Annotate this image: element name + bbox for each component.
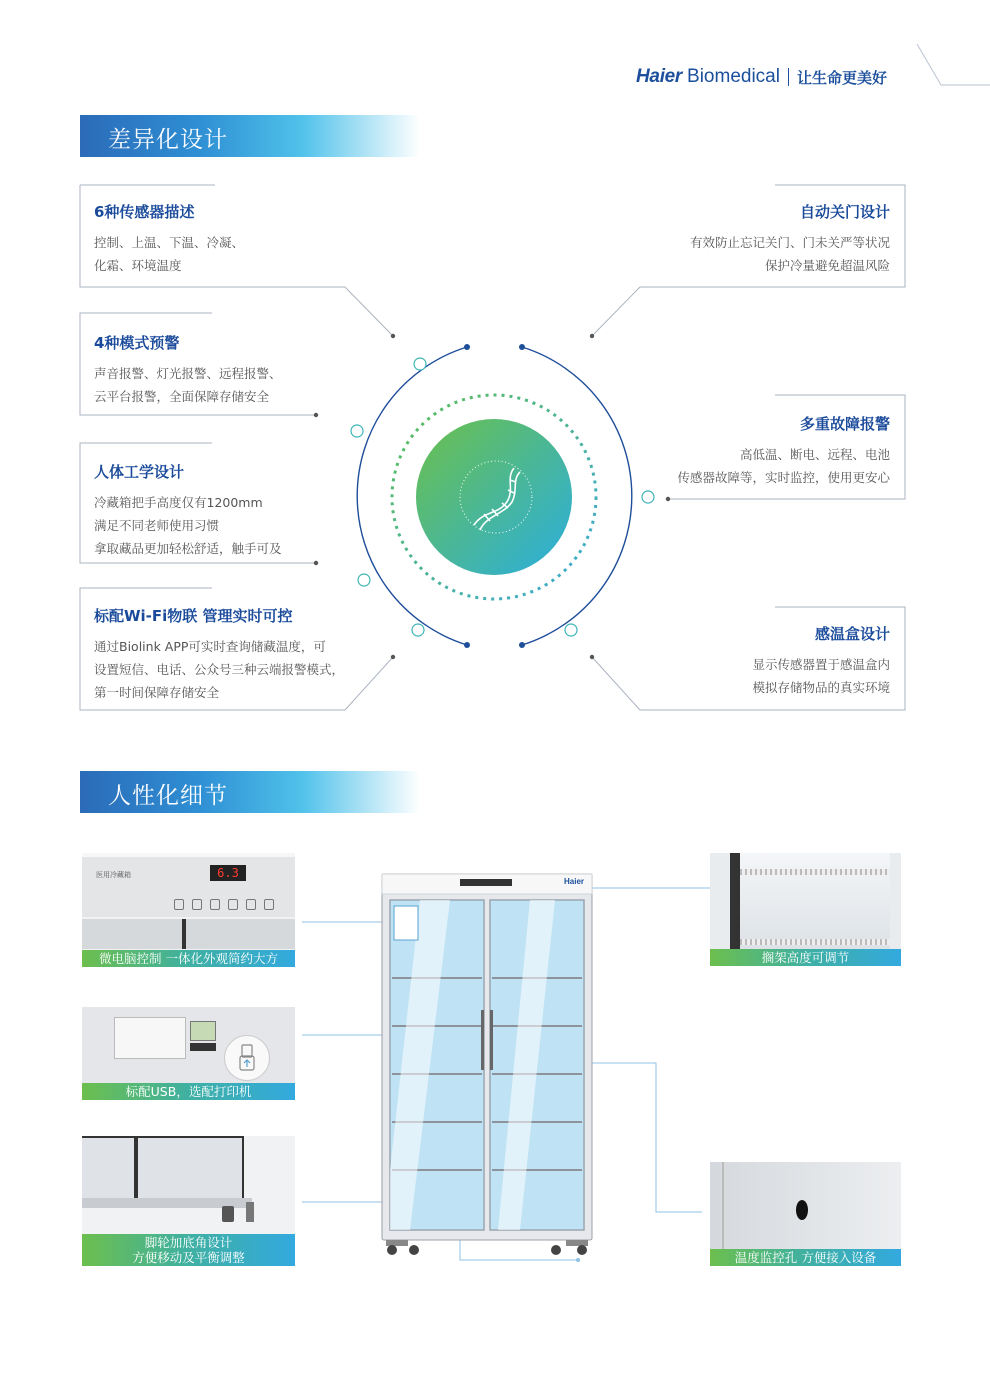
feature-line: 显示传感器置于感温盒内	[752, 657, 890, 672]
detail-caption: 温度监控孔 方便接入设备	[710, 1249, 901, 1266]
control-button[interactable]	[246, 899, 256, 910]
fridge-logo: Haier	[564, 877, 585, 886]
caption-line: 方便移动及平衡调整	[132, 1250, 245, 1265]
feature-description	[94, 491, 282, 560]
shelf-rack	[740, 939, 890, 945]
refrigerator-illustration	[380, 870, 595, 1260]
printer-icon	[114, 1017, 186, 1059]
control-button[interactable]	[210, 899, 220, 910]
feature-sensor-box	[752, 623, 890, 699]
feature-fault-alarm	[677, 413, 890, 489]
brand-logo-biomedical: Biomedical	[687, 66, 780, 87]
feature-auto-close	[690, 201, 890, 277]
feature-description	[94, 635, 344, 704]
feature-ergonomics	[94, 461, 282, 560]
detail-caption	[82, 1234, 295, 1266]
door-glass	[82, 1136, 244, 1202]
feature-title: 4种模式预警	[94, 334, 180, 352]
feature-title: 自动关门设计	[799, 203, 890, 221]
feature-line: 第一时间保障存储安全	[94, 685, 220, 700]
panel-device-label: 医用冷藏箱	[96, 871, 131, 879]
feature-wifi	[94, 605, 344, 704]
detail-panel-shelves	[710, 853, 901, 966]
brand-logo-haier: Haier	[636, 66, 683, 87]
usb-icon-badge	[224, 1035, 270, 1081]
detail-caption: 搁架高度可调节	[710, 949, 901, 966]
feature-title: 人体工学设计	[94, 463, 185, 481]
caster-wheel-icon	[222, 1206, 234, 1222]
detail-panel-casters	[82, 1136, 295, 1266]
door-gap	[134, 1136, 138, 1198]
feature-line: 云平台报警，全面保障存储安全	[94, 389, 270, 404]
door-gap	[182, 919, 186, 949]
shelf-rack	[740, 869, 890, 875]
feature-line: 满足不同老师使用习惯	[94, 518, 220, 533]
detail-panel-monitor-hole	[710, 1162, 901, 1266]
glass-interior	[740, 853, 890, 949]
feature-line: 模拟存储物品的真实环境	[752, 680, 890, 695]
feature-description	[94, 362, 282, 408]
feature-line: 保护冷量避免超温风险	[764, 258, 890, 273]
feature-line: 化霜、环境温度	[94, 258, 182, 273]
feature-title: 标配Wi-Fi物联 管理实时可控	[94, 607, 293, 625]
feature-description	[94, 231, 244, 277]
feature-description	[690, 231, 890, 277]
door-edge	[82, 919, 295, 949]
panel-edge	[722, 1162, 724, 1250]
feature-line: 声音报警、灯光报警、远程报警、	[94, 366, 282, 381]
feature-line: 冷藏箱把手高度仅有1200mm	[94, 495, 263, 510]
feature-title: 6种传感器描述	[94, 203, 195, 221]
detail-caption: 标配USB，选配打印机	[82, 1083, 295, 1100]
feature-alarm-modes	[94, 332, 282, 408]
feature-line: 高低温、断电、远程、电池	[739, 447, 890, 462]
feature-title: 感温盒设计	[814, 625, 890, 643]
control-button[interactable]	[264, 899, 274, 910]
section-banner-details	[80, 771, 420, 813]
caption-line: 脚轮加底角设计	[144, 1235, 233, 1250]
feature-description	[677, 443, 890, 489]
temperature-display: 6.3	[210, 865, 246, 881]
keypad	[190, 1043, 216, 1051]
detail-panel-usb	[82, 1007, 295, 1100]
feature-line: 有效防止忘记关门、门未关严等状况	[689, 235, 890, 250]
feature-line: 控制、上温、下温、冷凝、	[94, 235, 245, 250]
center-circle	[416, 419, 572, 575]
lcd-screen	[190, 1021, 216, 1041]
detail-panel-control	[82, 853, 295, 967]
section-title: 人性化细节	[108, 783, 228, 809]
usb-icon	[225, 1036, 269, 1080]
feature-sensors	[94, 201, 244, 277]
brand-slogan: 让生命更美好	[796, 68, 887, 87]
feature-title: 多重故障报警	[799, 415, 890, 433]
feature-line: 传感器故障等，实时监控，使用更安心	[677, 470, 890, 485]
control-buttons	[174, 899, 274, 913]
feature-description	[752, 653, 890, 699]
leveling-foot-icon	[246, 1202, 254, 1222]
detail-caption: 微电脑控制 一体化外观简约大方	[82, 950, 295, 967]
feature-line: 通过Biolink APP可实时查询储藏温度，可	[94, 639, 326, 654]
control-button[interactable]	[228, 899, 238, 910]
control-button[interactable]	[174, 899, 184, 910]
door-frame	[730, 853, 740, 949]
feature-line: 设置短信、电话、公众号三种云端报警模式，	[94, 662, 345, 677]
monitor-hole-icon	[796, 1200, 808, 1220]
control-button[interactable]	[192, 899, 202, 910]
feature-line: 拿取藏品更加轻松舒适，触手可及	[94, 541, 282, 556]
section-title: 差异化设计	[108, 127, 228, 153]
